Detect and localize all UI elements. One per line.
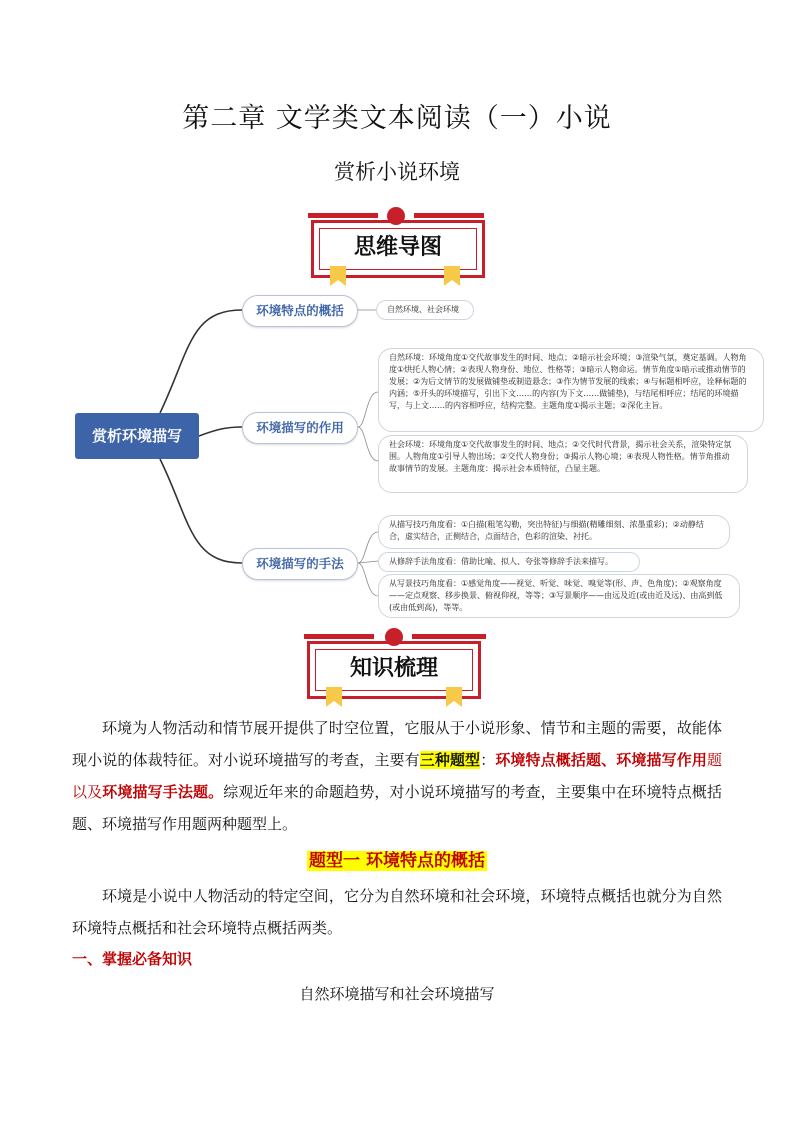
leaf-natural-environment: 自然环境：环境角度①交代故事发生的时间、地点；②暗示社会环境；③渲染气氛，奠定基调。人物角度①烘托人物心情；②表现人物身份、地位、性格等；③暗示人物命运。情节角度①暗示或推动情节的发展；②为后文情节的发展做铺垫或制造悬念；③作为情节发展的线索；④与标题相呼应，诠释标题的内涵；⑤开头的环境描写，引出下文……的内容(为下文……做铺垫)，与结尾相呼应；结尾的环境描写，与上文……的内容相呼应，结构完整。主题角度①揭示主题；②深化主旨。	[378, 348, 764, 432]
table-caption: 自然环境描写和社会环境描写	[299, 985, 495, 1003]
leaf-scenery-skill: 从写景技巧角度看：①感觉角度——视觉、听觉、味觉、嗅觉等(形、声、色角度)；②观察角度——定点观察、移步换景、俯视仰视，等等；③写景顺序——由远及近(或由近及远)、由高到低(或由低到高)，等等。	[378, 574, 740, 618]
branch-environment-role: 环境描写的作用	[242, 412, 358, 444]
page-title: 第二章 文学类文本阅读（一）小说	[182, 103, 612, 134]
highlight-three-types: 三种题型	[419, 751, 481, 769]
section-heading: 一、掌握必备知识	[72, 950, 193, 968]
page-subtitle: 赏析小说环境	[334, 160, 460, 184]
branch-environment-features: 环境特点的概括	[242, 295, 358, 327]
pin-icon	[385, 628, 403, 646]
ribbon-icon	[326, 687, 342, 707]
leaf-features: 自然环境、社会环境	[376, 300, 474, 320]
type1-paragraph: 环境是小说中人物活动的特定空间，它分为自然环境和社会环境，环境特点概括也就分为自然环境特点概括和社会环境特点概括两类。	[72, 887, 722, 937]
leaf-rhetoric: 从修辞手法角度看：借助比喻、拟人、夸张等修辞手法来描写。	[378, 552, 640, 572]
mindmap-banner-label: 思维导图	[353, 235, 442, 260]
intro-paragraph: 环境为人物活动和情节展开提供了时空位置，它服从于小说形象、情节和主题的需要，故能体现小说的体裁特征。对小说环境描写的考查，主要有三种题型：环境特点概括题、环境描写作用题以及环境描写手法题。综观近年来的命题趋势，对小说环境描写的考查，主要集中在环境特点概括题、环境描写作用题两种题型上。	[72, 719, 722, 833]
knowledge-banner-label: 知识梳理	[349, 656, 438, 681]
mindmap-root: 赏析环境描写	[75, 413, 199, 459]
ribbon-icon	[446, 687, 462, 707]
leaf-description-skill: 从描写技巧角度看：①白描(粗笔勾勒，突出特征)与细描(精雕细刻、浓墨重彩)；②动静结合，虚实结合，正侧结合，点面结合，色彩的渲染、衬托。	[378, 515, 730, 549]
type1-heading: 题型一 环境特点的概括	[309, 851, 485, 871]
branch-environment-methods: 环境描写的手法	[242, 548, 358, 580]
leaf-social-environment: 社会环境：环境角度①交代故事发生的时间、地点；②交代时代背景，揭示社会关系，渲染特定氛围。人物角度①引导人物出场；②交代人物身份；③揭示人物心境；④表现人物性格。情节角推动故事情节的发展。主题角度：揭示社会本质特征，凸显主题。	[378, 435, 748, 493]
